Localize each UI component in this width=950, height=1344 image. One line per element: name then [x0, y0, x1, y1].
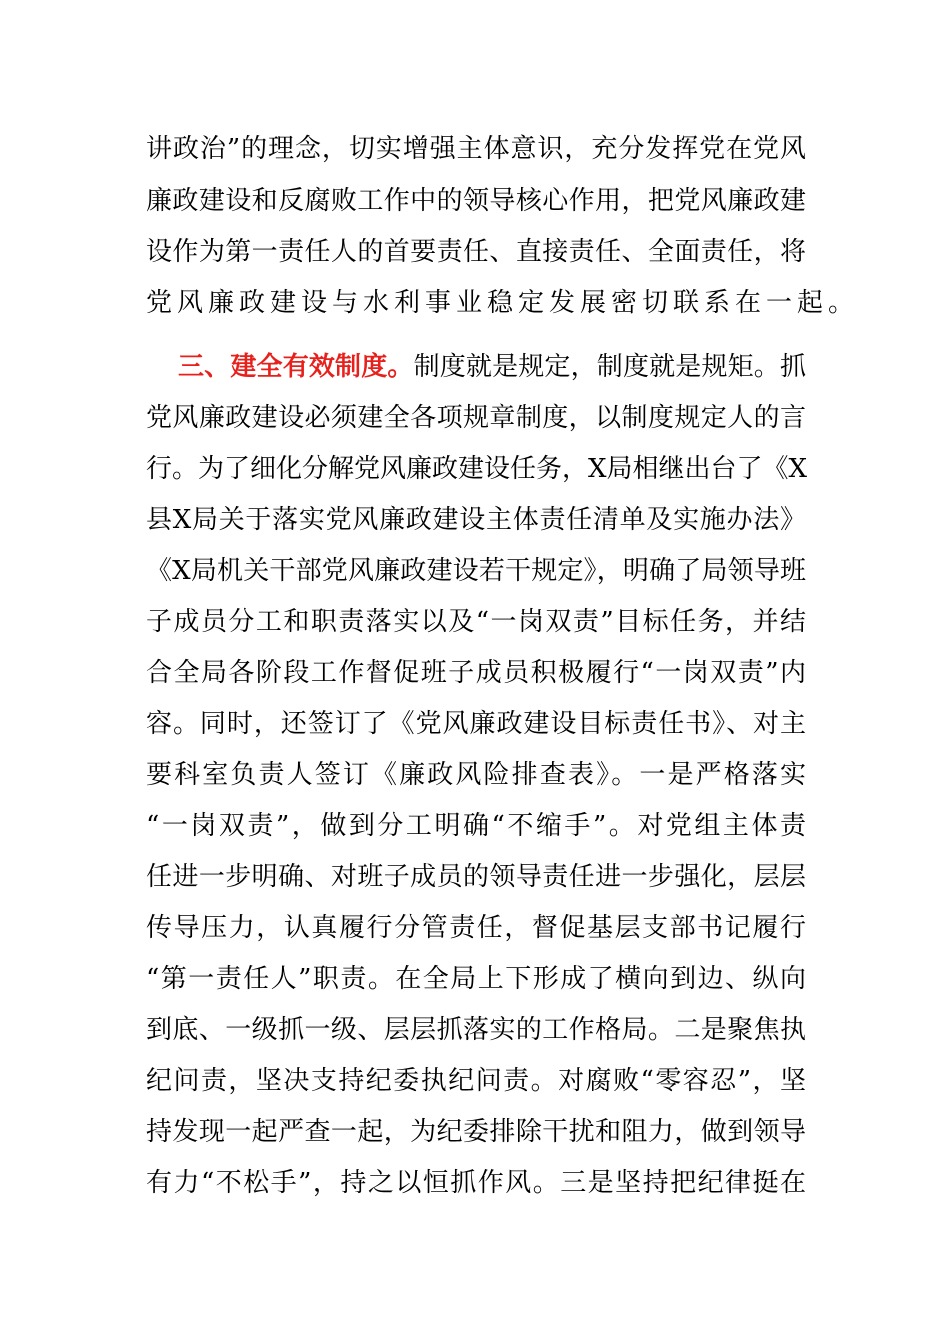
paragraph-line: 有力“不松手”，持之以恒抓作风。三是坚持把纪律挺在 — [146, 1168, 806, 1198]
paragraph-line: 纪问责，坚决支持纪委执纪问责。对腐败“零容忍”，坚 — [146, 1066, 806, 1096]
paragraph-line: 讲政治”的理念，切实增强主体意识，充分发挥党在党风 — [146, 134, 806, 164]
paragraph-line: “第一责任人”职责。在全局上下形成了横向到边、纵向 — [146, 964, 806, 994]
paragraph-line: 《X局机关干部党风廉政建设若干规定》，明确了局领导班 — [146, 556, 806, 586]
paragraph-line: 任进一步明确、对班子成员的领导责任进一步强化，层层 — [146, 862, 806, 892]
paragraph-line: 到底、一级抓一级、层层抓落实的工作格局。二是聚焦执 — [146, 1015, 806, 1045]
paragraph-text: 制度就是规定，制度就是规矩。抓 — [413, 352, 806, 382]
paragraph-line: 子成员分工和职责落实以及“一岗双责”目标任务，并结 — [146, 607, 806, 637]
paragraph-line: 要科室负责人签订《廉政风险排查表》。一是严格落实 — [146, 760, 806, 790]
paragraph-line: 行。为了细化分解党风廉政建设任务，X局相继出台了《X — [146, 454, 808, 484]
paragraph-line: 持发现一起严查一起，为纪委排除干扰和阻力，做到领导 — [146, 1117, 806, 1147]
paragraph-line: 传导压力，认真履行分管责任，督促基层支部书记履行 — [146, 913, 806, 943]
section-heading-line — [178, 343, 806, 391]
paragraph-line: 容。同时，还签订了《党风廉政建设目标责任书》、对主 — [146, 709, 806, 739]
paragraph-line: 党风廉政建设必须建全各项规章制度，以制度规定人的言 — [146, 403, 806, 433]
paragraph-line: 县X局关于落实党风廉政建设主体责任清单及实施办法》 — [146, 505, 806, 535]
section-heading: 三、建全有效制度。 — [178, 352, 414, 382]
paragraph-line: 党风廉政建设与水利事业稳定发展密切联系在一起。 — [146, 288, 860, 318]
paragraph-line: 设作为第一责任人的首要责任、直接责任、全面责任，将 — [146, 237, 806, 267]
paragraph-line: 合全局各阶段工作督促班子成员积极履行“一岗双责”内 — [146, 658, 806, 688]
paragraph-line: “一岗双责”，做到分工明确“不缩手”。对党组主体责 — [146, 811, 806, 841]
paragraph-line: 廉政建设和反腐败工作中的领导核心作用，把党风廉政建 — [146, 186, 806, 216]
